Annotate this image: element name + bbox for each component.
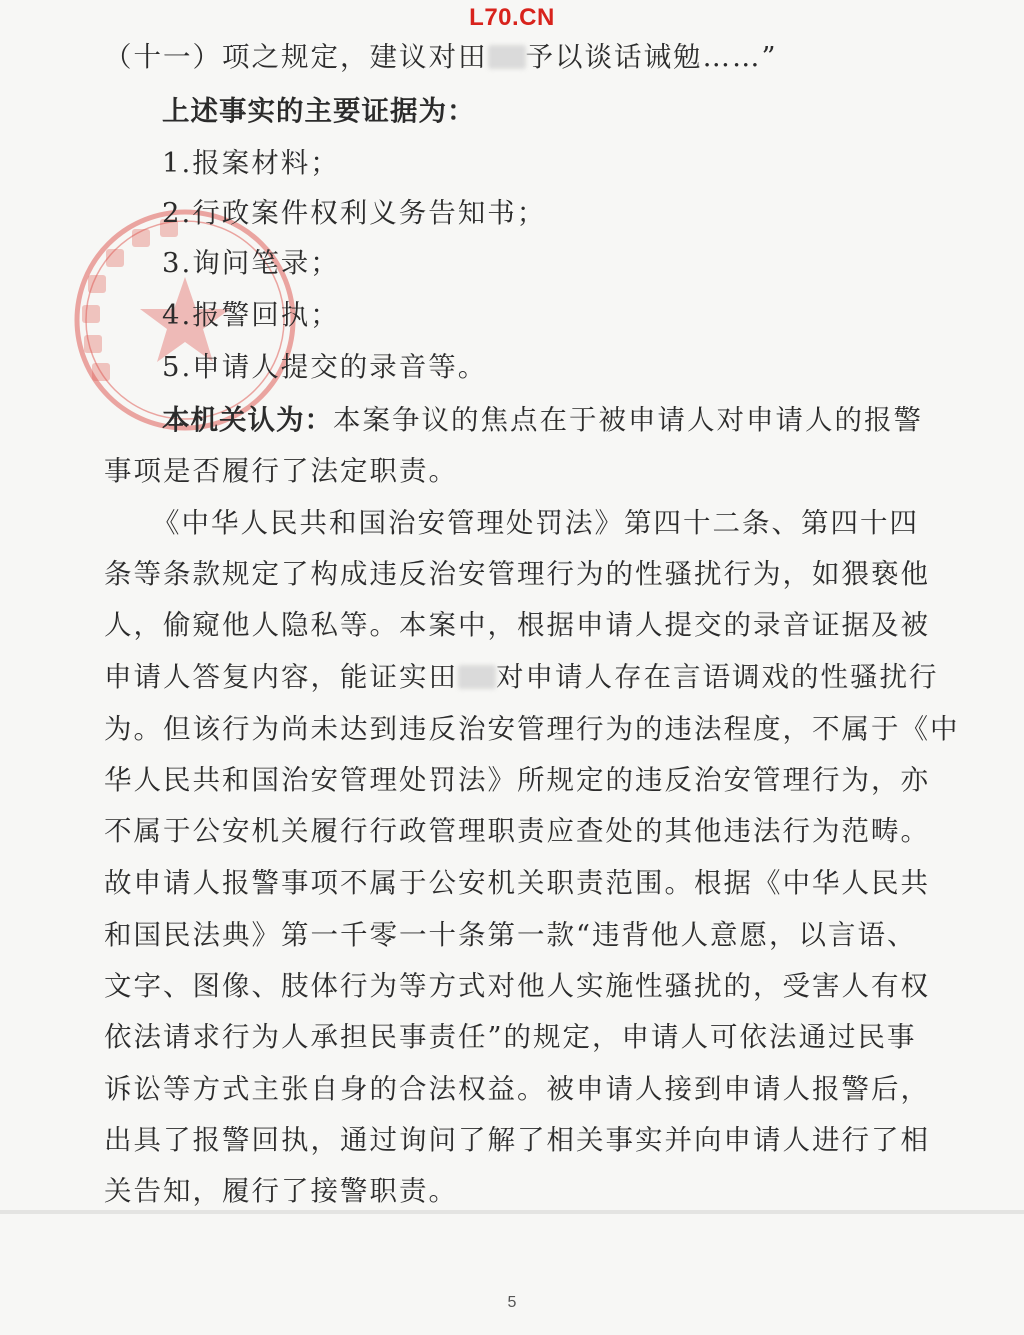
text-line: 故申请人报警事项不属于公安机关职责范围。根据《中华人民共 bbox=[104, 867, 930, 899]
redaction-blur bbox=[458, 665, 496, 689]
scan-divider bbox=[0, 1210, 1024, 1214]
redaction-blur bbox=[488, 45, 526, 69]
text-line: 事项是否履行了法定职责。 bbox=[104, 455, 458, 487]
evidence-heading: 上述事实的主要证据为： bbox=[162, 95, 476, 127]
text-line: 和国民法典》第一千零一十条第一款“违背他人意愿，以言语、 bbox=[104, 919, 917, 951]
evidence-item: 4.报警回执； bbox=[162, 299, 340, 331]
text-line: 《中华人民共和国治安管理处罚法》第四十二条、第四十四 bbox=[152, 507, 919, 539]
evidence-item: 2.行政案件权利义务告知书； bbox=[162, 197, 547, 229]
text-line: 为。但该行为尚未达到违反治安管理行为的违法程度，不属于《中 bbox=[104, 713, 960, 745]
text-line: 申请人答复内容，能证实田 对申请人存在言语调戏的性骚扰行 bbox=[104, 661, 939, 693]
text-line: 出具了报警回执，通过询问了解了相关事实并向申请人进行了相 bbox=[104, 1124, 930, 1156]
evidence-item: 1.报案材料； bbox=[162, 147, 340, 179]
text-line: 不属于公安机关履行行政管理职责应查处的其他违法行为范畴。 bbox=[104, 815, 930, 847]
text-line: 依法请求行为人承担民事责任”的规定，申请人可依法通过民事 bbox=[104, 1021, 917, 1053]
text-line: 条等条款规定了构成违反治安管理行为的性骚扰行为，如猥亵他 bbox=[104, 558, 930, 590]
text-line: 文字、图像、肢体行为等方式对他人实施性骚扰的，受害人有权 bbox=[104, 970, 930, 1002]
text-line: 本机关认为：本案争议的焦点在于被申请人对申请人的报警 bbox=[162, 404, 923, 436]
watermark-logo: L70.CN bbox=[469, 4, 555, 31]
text-line: 华人民共和国治安管理处罚法》所规定的违反治安管理行为，亦 bbox=[104, 764, 930, 796]
text-line: （十一）项之规定，建议对田 予以谈话诫勉……” bbox=[104, 41, 778, 73]
evidence-item: 5.申请人提交的录音等。 bbox=[162, 351, 488, 383]
text-line: 人，偷窥他人隐私等。本案中，根据申请人提交的录音证据及被 bbox=[104, 609, 930, 641]
text-line: 诉讼等方式主张自身的合法权益。被申请人接到申请人报警后， bbox=[104, 1073, 930, 1105]
evidence-item: 3.询问笔录； bbox=[162, 247, 340, 279]
page-number: 5 bbox=[507, 1294, 517, 1311]
opinion-lead: 本机关认为： bbox=[162, 404, 333, 436]
text-line: 关告知，履行了接警职责。 bbox=[104, 1175, 458, 1207]
